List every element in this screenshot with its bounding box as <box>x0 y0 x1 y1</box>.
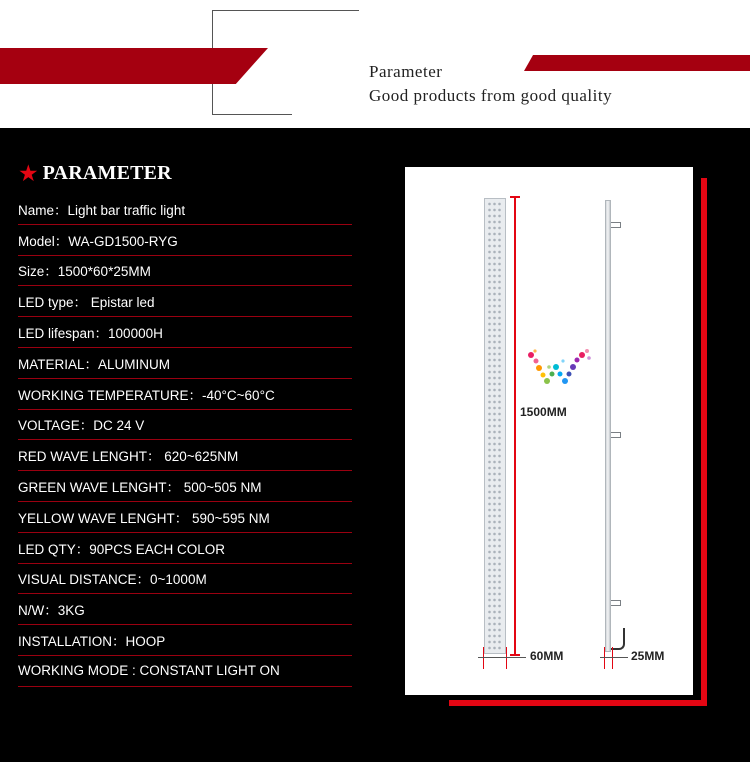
light-bar-front-view <box>484 198 506 654</box>
header-title: Parameter <box>369 62 443 81</box>
frame-line-bottom <box>212 114 292 115</box>
header-banner <box>0 0 750 128</box>
width-dimension-end <box>483 647 484 669</box>
header-subtitle: Good products from good quality <box>369 86 613 105</box>
depth-dimension-end <box>612 647 613 669</box>
spec-row: WORKING TEMPERATURE：-40°C~60°C <box>18 379 352 410</box>
spec-row: WORKING MODE : CONSTANT LIGHT ON <box>18 656 352 687</box>
product-photo-panel <box>405 167 693 695</box>
width-dimension-end <box>506 647 507 669</box>
red-band-left <box>0 48 268 84</box>
spec-row: YELLOW WAVE LENGHT： 590~595 NM <box>18 502 352 533</box>
spec-row: VOLTAGE：DC 24 V <box>18 410 352 441</box>
width-dimension-line <box>478 657 526 658</box>
spec-row: Size：1500*60*25MM <box>18 256 352 287</box>
spec-row: VISUAL DISTANCE：0~1000M <box>18 564 352 595</box>
spec-row: GREEN WAVE LENGHT： 500~505 NM <box>18 471 352 502</box>
spec-row: LED lifespan：100000H <box>18 317 352 348</box>
light-bar-side-view <box>605 200 611 652</box>
hoop-hook-icon <box>611 222 621 228</box>
spec-row: INSTALLATION：HOOP <box>18 625 352 656</box>
width-dimension-label: 60MM <box>530 649 564 663</box>
depth-dimension-line <box>600 657 628 658</box>
parameter-title: PARAMETER <box>42 162 172 184</box>
hoop-hook-icon <box>611 432 621 438</box>
spec-row: LED QTY：90PCS EACH COLOR <box>18 533 352 564</box>
colorful-dots-w-logo-icon <box>527 347 597 389</box>
red-accent-horizontal <box>449 700 707 706</box>
dimension-tick-bottom <box>510 654 520 656</box>
hoop-hook-icon <box>611 600 621 606</box>
power-cable <box>611 628 625 650</box>
depth-dimension-end <box>604 647 605 669</box>
star-icon: ★ <box>18 160 39 186</box>
spec-list <box>18 194 352 687</box>
spec-row: LED type： Epistar led <box>18 286 352 317</box>
red-accent-vertical <box>701 178 707 706</box>
height-dimension-line <box>514 197 516 655</box>
height-dimension-label: 1500MM <box>520 405 567 419</box>
parameter-heading <box>18 162 172 185</box>
red-band-right <box>524 55 750 71</box>
led-grid <box>487 201 503 651</box>
spec-row: N/W：3KG <box>18 594 352 625</box>
frame-line-top <box>212 10 359 11</box>
depth-dimension-label: 25MM <box>631 649 665 663</box>
spec-row: Name：Light bar traffic light <box>18 194 352 225</box>
spec-row: MATERIAL：ALUMINUM <box>18 348 352 379</box>
spec-row: Model：WA-GD1500-RYG <box>18 225 352 256</box>
spec-row: RED WAVE LENGHT： 620~625NM <box>18 440 352 471</box>
